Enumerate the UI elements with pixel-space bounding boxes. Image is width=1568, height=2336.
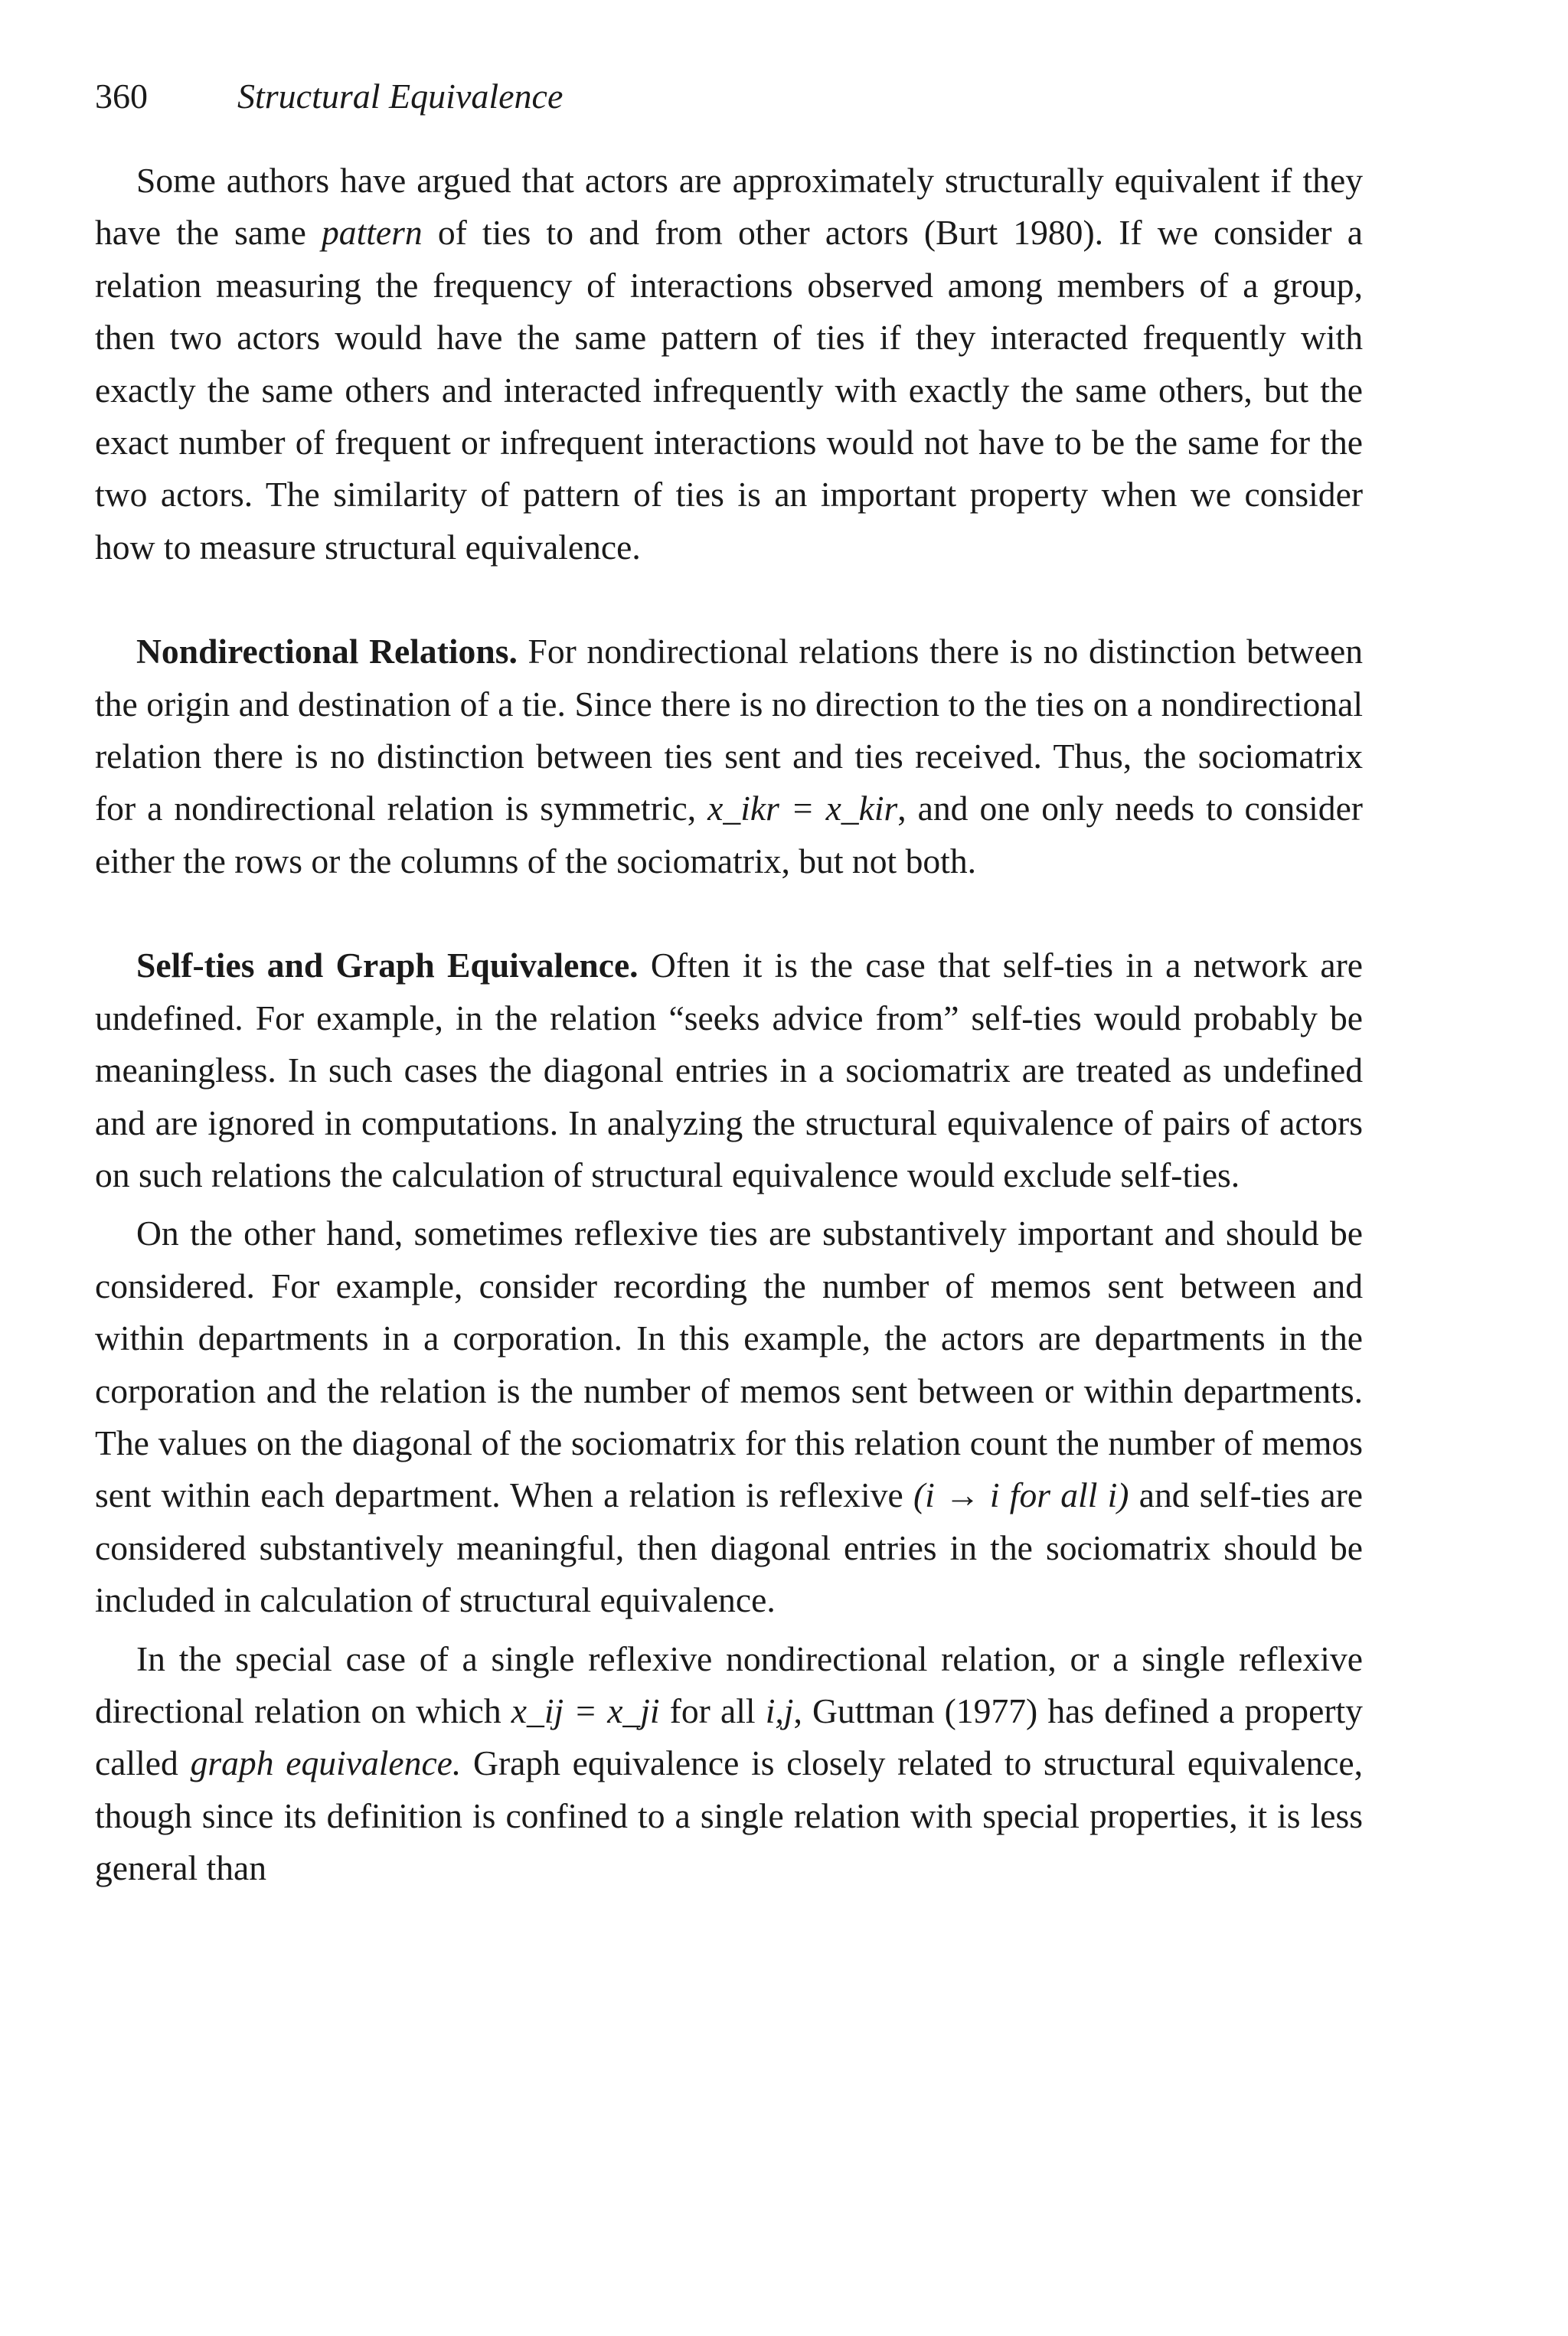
paragraph-pattern-of-ties [95,155,1363,573]
paragraph-graph-equivalence [95,1633,1363,1895]
paragraph-text: , Guttman (1977) has defined a property called [95,1691,1363,1783]
emphasis-term: pattern [321,213,423,253]
paragraph-text: and self-ties are considered substantively meaningful, then diagonal entries in the sociomatrix should be included in calculation of structural equivalence. [95,1475,1363,1620]
paragraph-text: , and one only needs to consider either the rows or the columns of the sociomatrix, but not both. [95,789,1363,880]
paragraph-nondirectional-relations [95,626,1363,887]
page-number: 360 [95,77,148,116]
section-heading: Nondirectional Relations. [136,632,518,671]
running-head [95,74,563,119]
paragraph-reflexive-ties [95,1207,1363,1626]
math-expression: x_ij = x_ji [511,1691,660,1730]
paragraph-self-ties [95,939,1363,1201]
paragraph-text: for all [659,1691,766,1730]
math-expression: x_ikr = x_kir [707,789,898,828]
paragraph-text: of ties to and from other actors (Burt 1980). If we consider a relation measuring the frequency of interactions observed among members of a group, then two actors would have the same pattern of ties if they interacted frequently with exactly the same others and interacted infrequently with exactly the same others, but the exact number of frequent or infrequent interactions would not have to be the same for the two actors. The similarity of pattern of ties is an important property when we consider how to measure structural equivalence. [95,213,1363,567]
paragraph-text: On the other hand, sometimes reflexive ties are substantively important and should be considered. For example, consider recording the number of memos sent between and within departments in a corporation. In this example, the actors are departments in the corporation and the relation is the number of memos sent between or within departments. The values on the diagonal of the sociomatrix for this relation count the number of memos sent within each department. When a relation is reflexive [95,1214,1363,1515]
section-heading: Self-ties and Graph Equivalence. [136,946,639,985]
paragraph-text: In the special case of a single reflexive nondirectional relation, or a single reflexive directional relation on which [95,1638,1363,1730]
paragraph-text: Graph equivalence is closely related to structural equivalence, though since its definition is confined to a single relation with special properties, it is less general than [95,1743,1363,1888]
paragraph-text: Some authors have argued that actors are approximately structurally equivalent if they have the same [95,161,1363,253]
paragraph-text: Often it is the case that self-ties in a network are undefined. For example, in the relation “seeks advice from” self-ties would probably be meaningless. In such cases the diagonal entries in a sociomatrix are treated as undefined and are ignored in computations. In analyzing the structural equivalence of pairs of actors on such relations the calculation of structural equivalence would exclude self-ties. [95,946,1363,1194]
body-text [95,155,1363,1895]
paragraph-text: For nondirectional relations there is no distinction between the origin and destination of a tie. Since there is no direction to the ties on a nondirectional relation there is no distinction between ties sent and ties received. Thus, the sociomatrix for a nondirectional relation is symmetric, [95,632,1363,828]
emphasis-term: graph equivalence. [190,1743,462,1783]
chapter-title: Structural Equivalence [237,77,564,116]
math-expression: i,j [765,1691,794,1730]
math-expression: (i → i for all i) [913,1475,1129,1515]
